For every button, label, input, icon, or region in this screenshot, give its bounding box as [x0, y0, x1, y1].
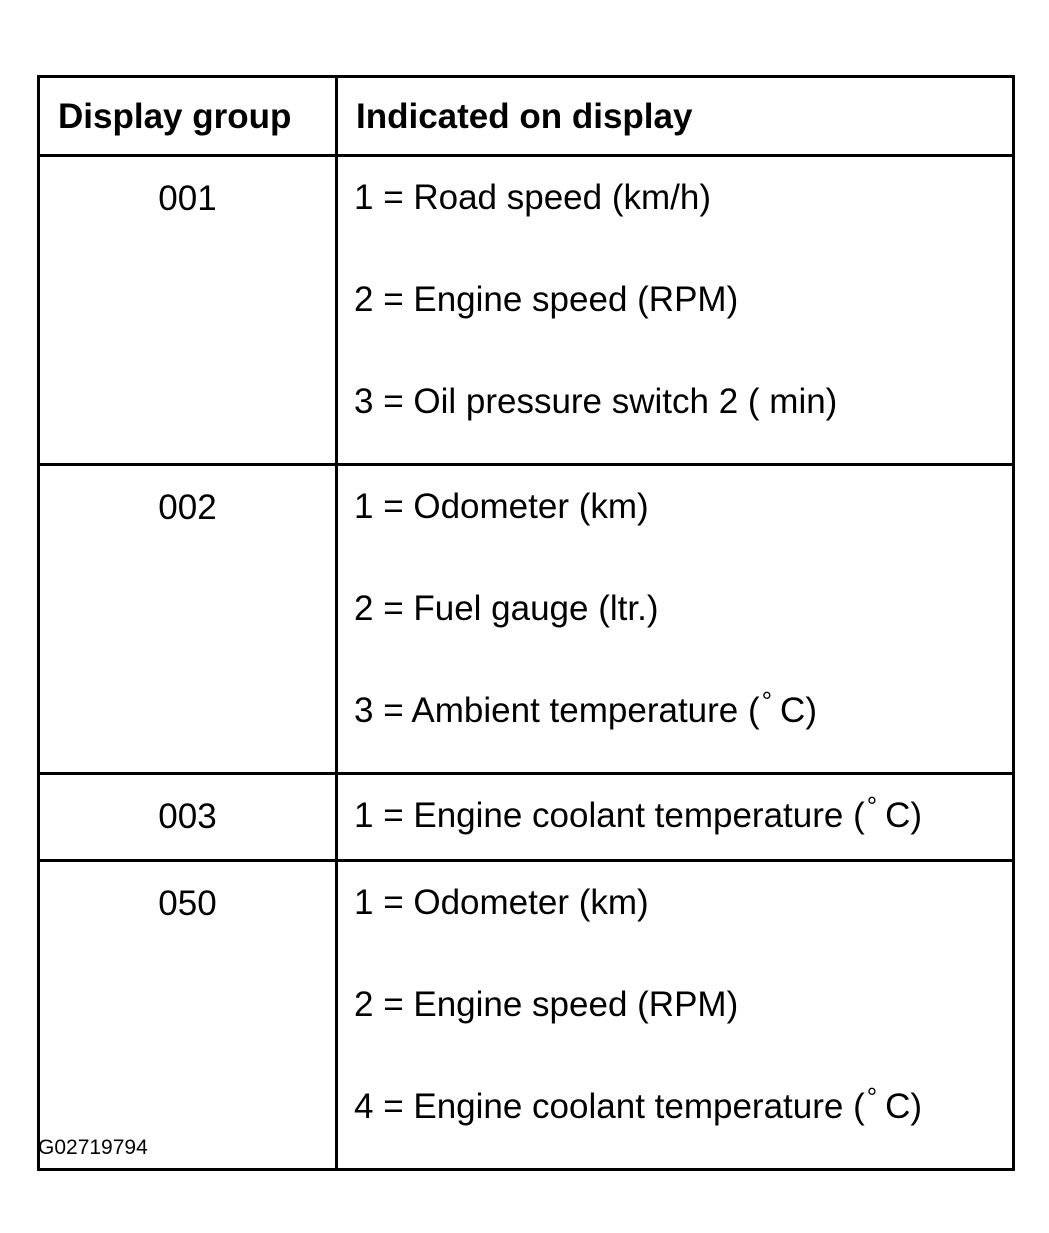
- table-header-row: [39, 77, 1014, 156]
- table-row: [39, 465, 1014, 774]
- header-display-group: Display group: [39, 77, 337, 156]
- display-group-value: 050: [39, 861, 337, 1170]
- indicated-cell: [337, 774, 1014, 861]
- indicated-line: 1 = Road speed (km/h): [354, 178, 711, 217]
- indicated-line: 2 = Engine speed (RPM): [354, 985, 739, 1024]
- table-row: [39, 861, 1014, 1170]
- indicated-line: 2 = Fuel gauge (ltr.): [354, 589, 659, 628]
- display-group-table: [37, 75, 1015, 1171]
- indicated-line: 3 = Oil pressure switch 2 ( min): [354, 382, 838, 421]
- indicated-line: 3 = Ambient temperature (° C): [354, 686, 817, 730]
- indicated-line: 1 = Odometer (km): [354, 883, 649, 922]
- indicated-line: 1 = Engine coolant temperature (° C): [354, 791, 923, 835]
- header-indicated-on-display: Indicated on display: [337, 77, 1014, 156]
- display-group-value: 001: [39, 156, 337, 465]
- indicated-cell: [337, 861, 1014, 1170]
- table-row: [39, 156, 1014, 465]
- figure-id: G02719794: [38, 1136, 148, 1159]
- indicated-line: 4 = Engine coolant temperature (° C): [354, 1082, 923, 1126]
- degree-symbol: °: [866, 1082, 878, 1112]
- indicated-line: 2 = Engine speed (RPM): [354, 280, 739, 319]
- display-group-value: 002: [39, 465, 337, 774]
- indicated-cell: [337, 156, 1014, 465]
- degree-symbol: °: [761, 686, 773, 716]
- indicated-line: 1 = Odometer (km): [354, 487, 649, 526]
- degree-symbol: °: [866, 791, 878, 821]
- display-group-value: 003: [39, 774, 337, 861]
- indicated-cell: [337, 465, 1014, 774]
- table-row: [39, 774, 1014, 861]
